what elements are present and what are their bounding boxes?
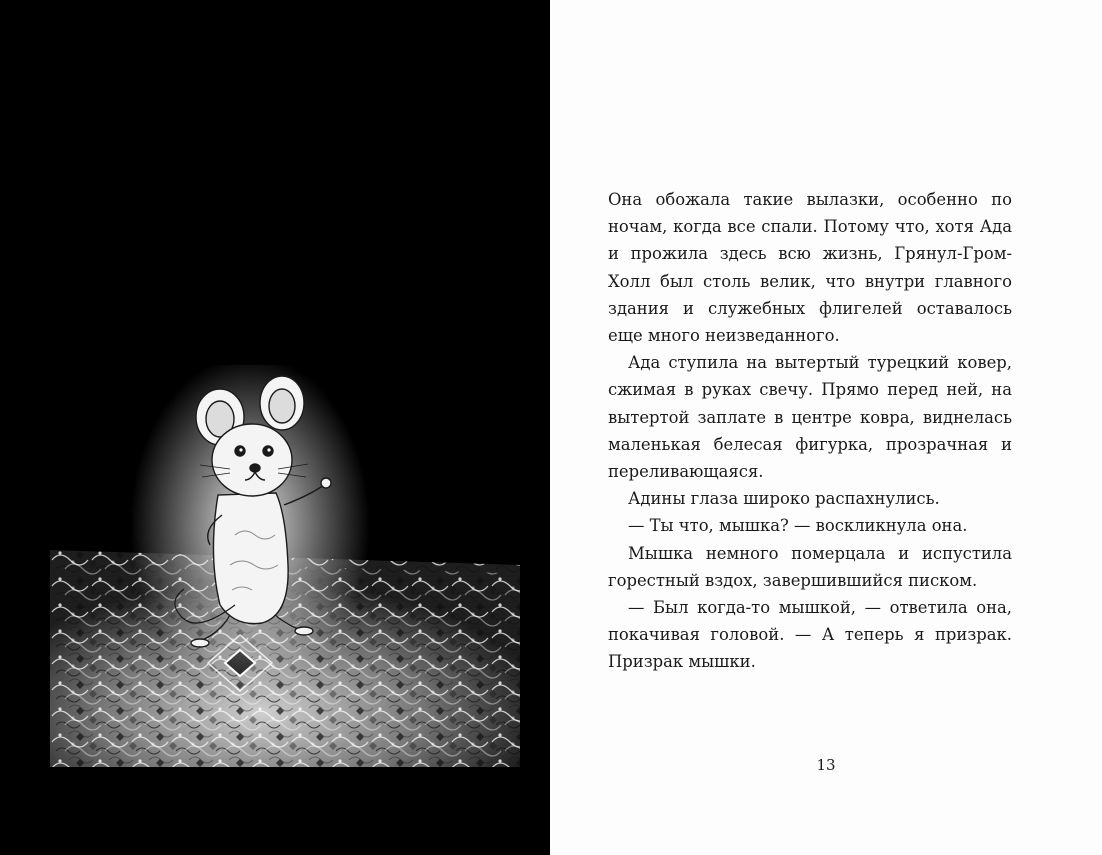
right-page — [550, 0, 1102, 855]
dialogue-paragraph: — Был когда-то мышкой, — ответила она, покачивая головой. — А теперь я призрак. Призрак мышки. — [608, 598, 1012, 672]
paragraph: Мышка немного померцала и испустила горестный вздох, завершившийся писком. — [608, 543, 1012, 590]
left-page — [0, 0, 550, 855]
body-text — [608, 186, 1012, 676]
paragraph: Ада ступила на вытертый турецкий ковер, сжимая в руках свечу. Прямо перед ней, на вытертой заплате в центре ковра, виднелась маленькая белесая фигурка, прозрачная и переливающаяся. — [608, 353, 1012, 482]
paragraph: Она обожала такие вылазки, особенно по ночам, когда все спали. Потому что, хотя Ада и прожила здесь всю жизнь, Грянул-Гром-Холл был столь велик, что внутри главного здания и служебных флигелей оставалось еще много неизведанного. — [608, 190, 1012, 346]
dialogue-paragraph: — Ты что, мышка? — воскликнула она. — [628, 516, 968, 536]
ghost-mouse-illustration — [50, 365, 520, 767]
page-number: 13 — [816, 756, 836, 774]
paragraph: Адины глаза широко распахнулись. — [628, 489, 940, 509]
